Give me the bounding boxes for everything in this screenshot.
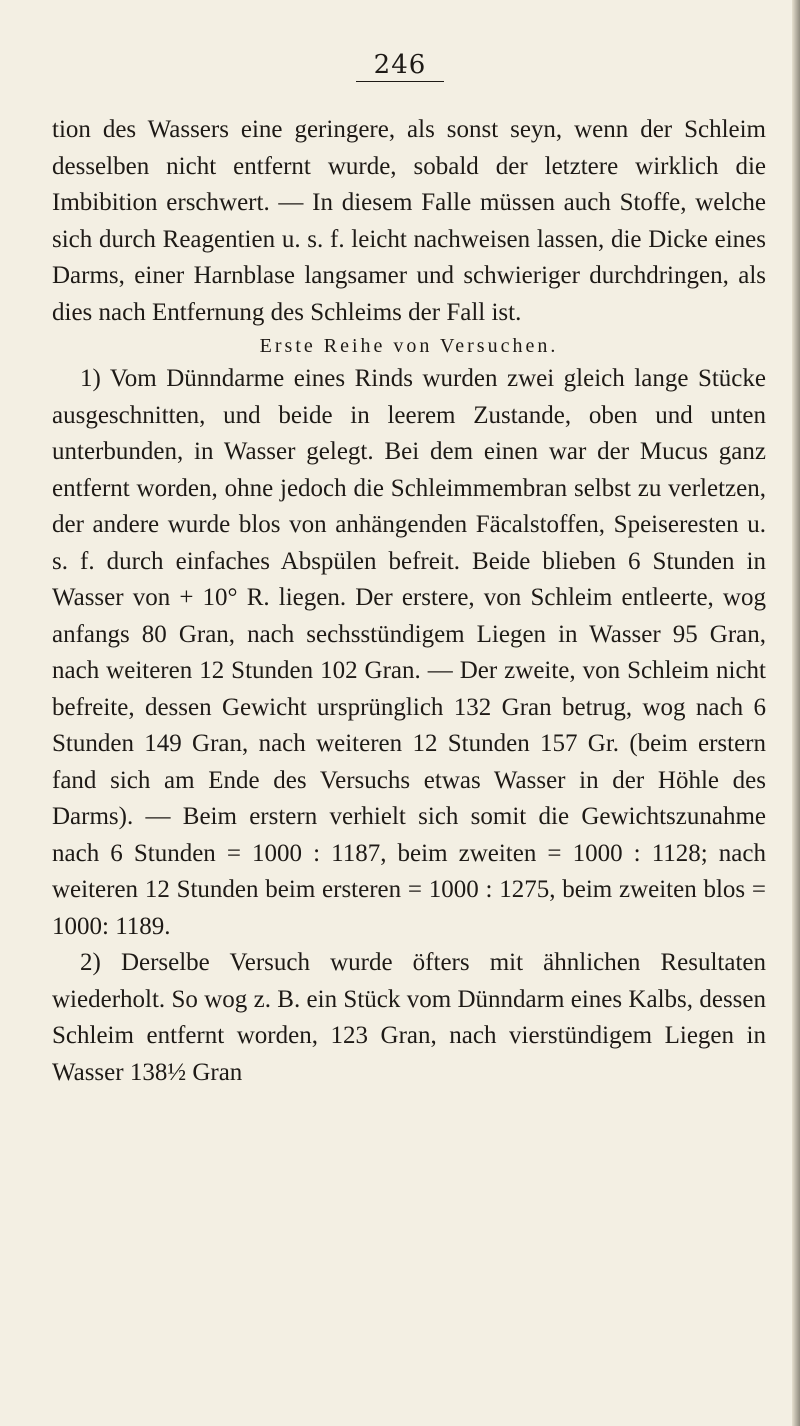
experiment-2-paragraph: 2) Derselbe Versuch wurde öfters mit ähnlichen Resultaten wiederholt. So wog z. B. ein Stück vom Dünndarm eines Kalbs, dessen Schleim entfernt worden, 123 Gran, nach vierstündigem Liegen in Wasser 138½ Gran: [52, 949, 766, 1086]
page-number: [0, 50, 800, 80]
section-heading: Erste Reihe von Versuchen.: [259, 335, 559, 357]
body-text: [52, 112, 766, 1091]
page-number-text: 246: [356, 50, 445, 82]
intro-paragraph: tion des Wassers eine geringere, als sonst seyn, wenn der Schleim desselben nicht entfernt wurde, sobald der letztere wirklich die Imbibition erschwert. — In diesem Falle müssen auch Stoffe, welche sich durch Reagentien u. s. f. leicht nachweisen lassen, die Dicke eines Darms, einer Harnblase langsamer und schwieriger durchdringen, als dies nach Entfernung des Schleims der Fall ist.: [52, 116, 766, 326]
experiment-1-paragraph: 1) Vom Dünndarme eines Rinds wurden zwei gleich lange Stücke ausgeschnitten, und beide in leerem Zustande, oben und unten unterbunden, in Wasser gelegt. Bei dem einen war der Mucus ganz entfernt worden, ohne jedoch die Schleimmembran selbst zu verletzen, der andere wurde blos von anhängenden Fäcalstoffen, Speiseresten u. s. f. durch einfaches Abspülen befreit. Beide blieben 6 Stunden in Wasser von + 10° R. liegen. Der erstere, von Schleim entleerte, wog anfangs 80 Gran, nach sechsstündigem Liegen in Wasser 95 Gran, nach weiteren 12 Stunden 102 Gran. — Der zweite, von Schleim nicht befreite, dessen Gewicht ursprünglich 132 Gran betrug, wog nach 6 Stunden 149 Gran, nach weiteren 12 Stunden 157 Gr. (beim erstern fand sich am Ende des Versuchs etwas Wasser in der Höhle des Darms). — Beim erstern verhielt sich somit die Gewichtszunahme nach 6 Stunden = 1000 : 1187, beim zweiten = 1000 : 1128; nach weiteren 12 Stunden beim ersteren = 1000 : 1275, beim zweiten blos = 1000: 1189.: [52, 365, 766, 940]
page-edge: [792, 0, 800, 1426]
